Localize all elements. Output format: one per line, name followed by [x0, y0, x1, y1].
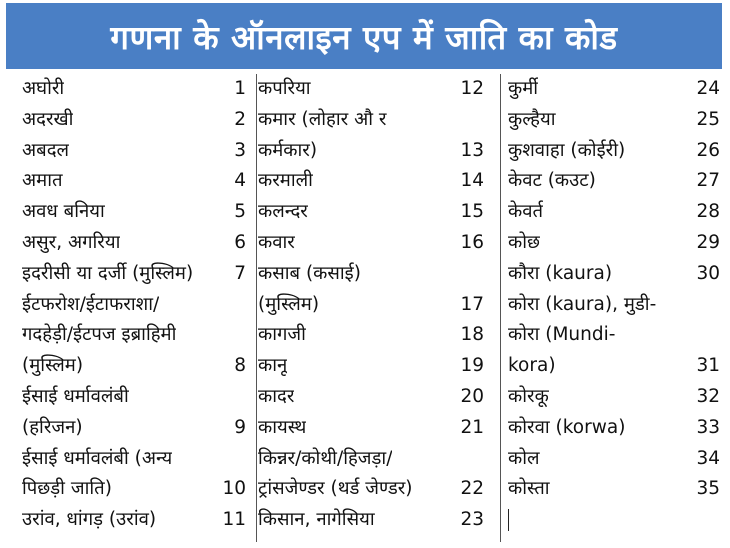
caste-name: अदरखी	[22, 108, 74, 130]
text-cursor	[508, 509, 509, 531]
caste-name: (मुस्लिम)	[258, 293, 320, 315]
table-row	[258, 351, 484, 382]
table-row	[258, 197, 484, 228]
caste-name: किसान, नागेसिया	[258, 509, 375, 531]
caste-name: कायस्थ	[258, 416, 307, 438]
caste-name: (मुस्लिम)	[22, 355, 84, 377]
caste-code: 13	[460, 139, 484, 161]
caste-code: 10	[222, 478, 246, 500]
caste-code: 17	[460, 293, 484, 315]
table-row	[22, 197, 246, 228]
table-row	[258, 228, 484, 259]
caste-name: कुर्मी	[508, 78, 539, 99]
caste-name: कसाब (कसाई)	[258, 262, 361, 284]
caste-code: 12	[460, 78, 484, 99]
caste-code: 35	[696, 478, 720, 500]
table-row	[258, 382, 484, 413]
caste-code: 3	[234, 139, 246, 161]
caste-code: 7	[234, 262, 246, 284]
table-row	[258, 259, 484, 290]
table-row	[22, 351, 246, 382]
caste-name: अबदल	[22, 139, 70, 161]
caste-name: उरांव, धांगड़ (उरांव)	[22, 509, 157, 531]
table-row	[22, 382, 246, 413]
caste-code: 16	[460, 231, 484, 253]
caste-name: कादर	[258, 385, 295, 407]
table-row	[508, 290, 720, 321]
column-divider	[500, 74, 501, 542]
table-row	[508, 74, 720, 105]
table-row	[22, 505, 246, 536]
caste-code: 28	[696, 201, 720, 223]
caste-code: 30	[696, 262, 720, 284]
caste-name: कोस्ता	[508, 478, 550, 500]
caste-name: कलन्दर	[258, 201, 308, 223]
table-row	[508, 474, 720, 505]
table-row	[508, 351, 720, 382]
caste-code: 24	[696, 78, 720, 99]
table-row	[508, 136, 720, 167]
caste-name: किन्नर/कोथी/हिजड़ा/	[258, 447, 393, 469]
table-row	[258, 105, 484, 136]
table-row	[508, 320, 720, 351]
column-3	[508, 74, 720, 542]
table-row	[22, 166, 246, 197]
caste-code: 6	[234, 231, 246, 253]
caste-code: 11	[222, 509, 246, 531]
caste-code-table	[6, 74, 722, 542]
table-row	[508, 197, 720, 228]
caste-code: 4	[234, 170, 246, 192]
caste-name: कानू	[258, 355, 288, 377]
caste-code: 26	[696, 139, 720, 161]
caste-name: ईसाई धर्मावलंबी (अन्य	[22, 447, 173, 469]
caste-code: 8	[234, 355, 246, 377]
caste-name: कपरिया	[258, 78, 311, 99]
table-row	[22, 320, 246, 351]
caste-name: कमार (लोहार औ र	[258, 108, 387, 130]
caste-code: 23	[460, 509, 484, 531]
table-row	[22, 105, 246, 136]
caste-name: अमात	[22, 170, 63, 192]
caste-code: 22	[460, 478, 484, 500]
caste-code: 15	[460, 201, 484, 223]
caste-name: कुशवाहा (कोईरी)	[508, 139, 626, 161]
table-row	[22, 136, 246, 167]
caste-code: 1	[234, 78, 246, 99]
caste-name: ईसाई धर्मावलंबी	[22, 385, 129, 407]
caste-name: केवट (कउट)	[508, 170, 596, 192]
caste-name: कौरा (kaura)	[508, 262, 613, 284]
table-row	[22, 413, 246, 444]
caste-name: इदरीसी या दर्जी (मुस्लिम)	[22, 262, 194, 284]
table-row	[258, 166, 484, 197]
caste-name: ईटफरोश/ईटाफराशा/	[22, 293, 160, 315]
caste-name: कोल	[508, 447, 540, 469]
table-row	[22, 74, 246, 105]
table-row	[258, 444, 484, 475]
table-row	[22, 444, 246, 475]
caste-name: कोछ	[508, 231, 540, 253]
caste-name: कवार	[258, 231, 295, 253]
caste-name: कुल्हैया	[508, 108, 556, 130]
caste-code: 27	[696, 170, 720, 192]
caste-name: ट्रांसजेण्डर (थर्ड जेण्डर)	[258, 478, 413, 500]
caste-code: 25	[696, 108, 720, 130]
table-row	[22, 228, 246, 259]
caste-code: 14	[460, 170, 484, 192]
caste-code: 31	[696, 355, 720, 377]
table-row	[258, 505, 484, 536]
table-row	[22, 290, 246, 321]
caste-code: 5	[234, 201, 246, 223]
caste-code: 18	[460, 324, 484, 346]
table-row	[508, 228, 720, 259]
table-row	[258, 413, 484, 444]
caste-code: 29	[696, 231, 720, 253]
table-row	[258, 74, 484, 105]
caste-name: करमाली	[258, 170, 313, 192]
caste-code: 20	[460, 385, 484, 407]
column-divider	[256, 74, 257, 542]
caste-name: केवर्त	[508, 201, 544, 223]
caste-name: अवध बनिया	[22, 201, 105, 223]
caste-name: कर्मकार)	[258, 139, 318, 161]
table-row	[22, 474, 246, 505]
table-row	[508, 444, 720, 475]
table-row	[508, 166, 720, 197]
table-row	[508, 382, 720, 413]
table-row	[508, 105, 720, 136]
table-row	[258, 474, 484, 505]
caste-code: 21	[460, 416, 484, 438]
caste-code: 9	[234, 416, 246, 438]
caste-code: 2	[234, 108, 246, 130]
caste-name: असुर, अगरिया	[22, 231, 121, 253]
caste-name: kora)	[508, 355, 556, 377]
table-row	[22, 259, 246, 290]
caste-name: कागजी	[258, 324, 306, 346]
column-1	[22, 74, 246, 542]
caste-name: कोरकू	[508, 385, 549, 407]
page-title: गणना के ऑनलाइन एप में जाति का कोड	[110, 17, 618, 57]
table-row	[258, 290, 484, 321]
caste-name: पिछड़ी जाति)	[22, 478, 112, 500]
column-2	[258, 74, 484, 542]
title-banner	[6, 3, 722, 69]
caste-name: कोरा (kaura), मुडी-	[508, 293, 657, 315]
caste-code: 34	[696, 447, 720, 469]
caste-name: कोरवा (korwa)	[508, 416, 626, 438]
caste-name: अघोरी	[22, 78, 65, 99]
table-row	[508, 259, 720, 290]
table-row	[258, 320, 484, 351]
caste-name: कोरा (Mundi-	[508, 324, 616, 346]
caste-name: (हरिजन)	[22, 416, 83, 438]
caste-code: 19	[460, 355, 484, 377]
caste-code: 32	[696, 385, 720, 407]
caste-code: 33	[696, 416, 720, 438]
table-row	[508, 413, 720, 444]
caste-name: गदहेड़ी/ईटपज इब्राहिमी	[22, 324, 177, 346]
table-row	[258, 136, 484, 167]
